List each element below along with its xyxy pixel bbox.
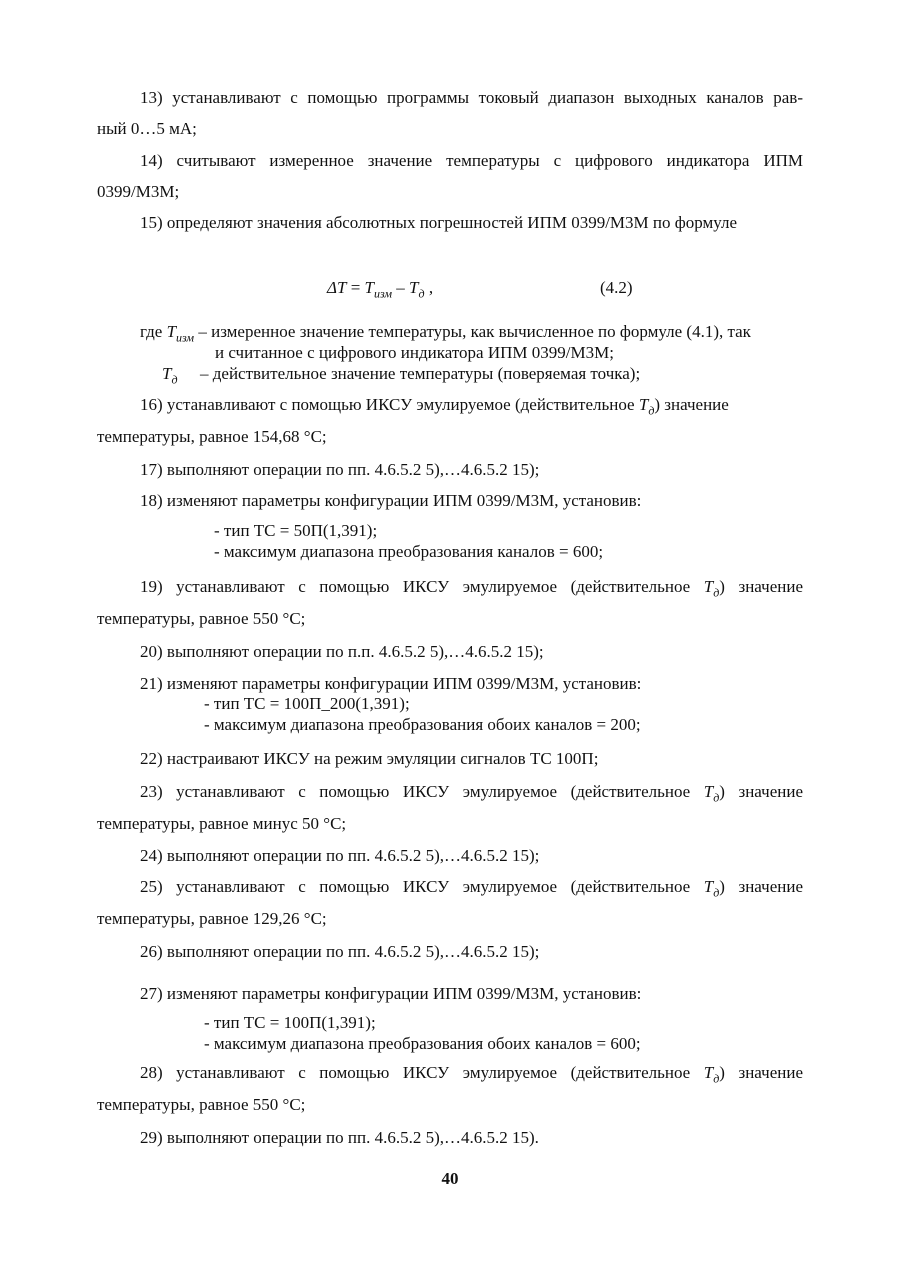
formula-4-2 — [327, 277, 433, 304]
item-16-line-2: температуры, равное 154,68 °С; — [97, 427, 327, 446]
item-21-sub-1: - тип ТС = 100П_200(1,391); — [204, 694, 410, 713]
formula-t-izm: $T_{изм}$ — [364, 278, 393, 301]
formula-delta-t: ΔT — [327, 278, 347, 297]
item-13-line-2: ный 0…5 мА; — [97, 119, 197, 138]
formula-number: (4.2) — [600, 278, 633, 297]
formula-comma: , — [424, 278, 434, 297]
formula-t-d: $T_д$ — [409, 278, 425, 301]
where-line-1: где $T_{изм}$ – измеренное значение температуры, как вычисленное по формуле (4.1), так — [140, 322, 751, 345]
item-29: 29) выполняют операции по пп. 4.6.5.2 5),…4.6.5.2 15). — [140, 1128, 539, 1147]
item-14-line-1: 14) считывают измеренное значение температуры с цифрового индикатора ИПМ — [140, 151, 803, 170]
item-28-line-1: 28) устанавливают с помощью ИКСУ эмулируемое (действительное $T_д$) значение — [140, 1063, 803, 1086]
item-21: 21) изменяют параметры конфигурации ИПМ 0399/М3М, установив: — [140, 674, 642, 693]
item-25-line-1: 25) устанавливают с помощью ИКСУ эмулируемое (действительное $T_д$) значение — [140, 877, 803, 900]
item-19-line-1: 19) устанавливают с помощью ИКСУ эмулируемое (действительное $T_д$) значение — [140, 577, 803, 600]
item-26: 26) выполняют операции по пп. 4.6.5.2 5),…4.6.5.2 15); — [140, 942, 540, 961]
item-16-line-1: 16) устанавливают с помощью ИКСУ эмулируемое (действительное $T_д$) значение — [140, 395, 729, 418]
where-line-2: и считанное с цифрового индикатора ИПМ 0399/М3М; — [215, 343, 614, 362]
item-13-line-1: 13) устанавливают с помощью программы токовый диапазон выходных каналов рав- — [140, 88, 803, 107]
item-24: 24) выполняют операции по пп. 4.6.5.2 5),…4.6.5.2 15); — [140, 846, 540, 865]
item-27-sub-2: - максимум диапазона преобразования обоих каналов = 600; — [204, 1034, 641, 1053]
formula-minus: – — [392, 278, 410, 297]
item-18-sub-1: - тип ТС = 50П(1,391); — [214, 521, 378, 540]
item-18-sub-2: - максимум диапазона преобразования каналов = 600; — [214, 542, 604, 561]
item-18: 18) изменяют параметры конфигурации ИПМ 0399/М3М, установив: — [140, 491, 642, 510]
item-25-line-2: температуры, равное 129,26 °С; — [97, 909, 327, 928]
page-number: 40 — [441, 1169, 459, 1188]
where-line-3: $T_д$ – действительное значение температуры (поверяемая точка); — [162, 364, 641, 387]
item-21-sub-2: - максимум диапазона преобразования обоих каналов = 200; — [204, 715, 641, 734]
item-28-line-2: температуры, равное 550 °С; — [97, 1095, 306, 1114]
item-27-sub-1: - тип ТС = 100П(1,391); — [204, 1013, 376, 1032]
item-20: 20) выполняют операции по п.п. 4.6.5.2 5),…4.6.5.2 15); — [140, 642, 544, 661]
item-22: 22) настраивают ИКСУ на режим эмуляции сигналов ТС 100П; — [140, 749, 599, 768]
item-23-line-1: 23) устанавливают с помощью ИКСУ эмулируемое (действительное $T_д$) значение — [140, 782, 803, 805]
item-23-line-2: температуры, равное минус 50 °С; — [97, 814, 347, 833]
item-17: 17) выполняют операции по пп. 4.6.5.2 5),…4.6.5.2 15); — [140, 460, 540, 479]
item-27: 27) изменяют параметры конфигурации ИПМ 0399/М3М, установив: — [140, 984, 642, 1003]
item-14-line-2: 0399/М3М; — [97, 182, 180, 201]
item-15: 15) определяют значения абсолютных погрешностей ИПМ 0399/М3М по формуле — [140, 213, 738, 232]
formula-equals: = — [346, 278, 365, 297]
item-19-line-2: температуры, равное 550 °С; — [97, 609, 306, 628]
